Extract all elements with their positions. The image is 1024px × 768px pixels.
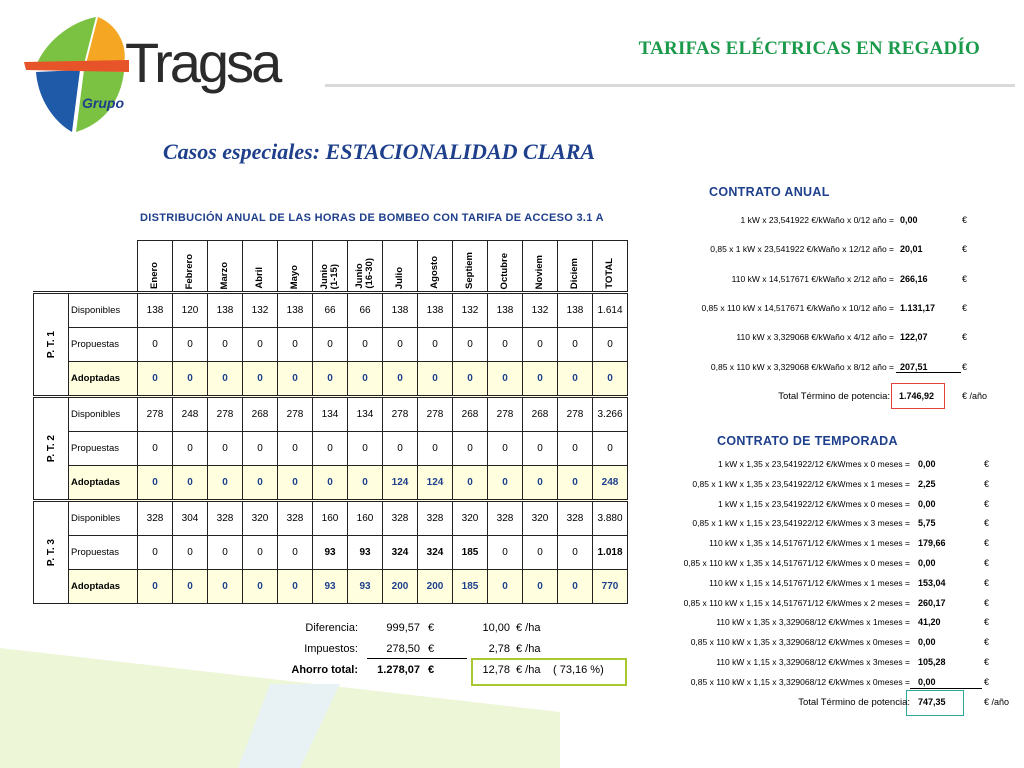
table-cell: 328 <box>488 501 523 536</box>
table-cell: 328 <box>383 501 418 536</box>
table-cell: 0 <box>208 328 243 362</box>
table-cell: 0 <box>278 536 313 570</box>
col-header: Mayo <box>278 241 313 293</box>
table-cell: 278 <box>278 397 313 432</box>
table-cell: 268 <box>453 397 488 432</box>
table-cell: 0 <box>208 536 243 570</box>
anual-line-formula: 0,85 x 1 kW x 23,541922 €/kWaño x 12/12 año = <box>710 244 894 255</box>
table-cell: 0 <box>418 362 453 397</box>
col-header: Noviem <box>523 241 558 293</box>
col-header-total: TOTAL <box>593 241 628 293</box>
table-cell: 304 <box>173 501 208 536</box>
table-cell: 328 <box>418 501 453 536</box>
table-cell: 0 <box>523 536 558 570</box>
table-cell: 278 <box>138 397 173 432</box>
col-header: Abril <box>243 241 278 293</box>
table-cell: 0 <box>243 362 278 397</box>
temporada-line-value: 0,00 <box>918 558 936 568</box>
contrato-anual-title: CONTRATO ANUAL <box>709 185 830 199</box>
anual-line-unit: € <box>962 244 968 255</box>
anual-line-value: 20,01 <box>900 244 923 255</box>
table-cell: 0 <box>453 328 488 362</box>
table-cell: 0 <box>173 570 208 604</box>
temporada-line-value: 0,00 <box>918 637 936 648</box>
table-cell: 0 <box>243 432 278 466</box>
table-cell: 1.018 <box>593 536 628 570</box>
diferencia-unit: € /ha <box>516 622 541 634</box>
temporada-line-unit: € <box>984 657 990 667</box>
diferencia-label: Diferencia: <box>305 622 358 634</box>
table-cell: 0 <box>593 328 628 362</box>
table-cell: 0 <box>488 328 523 362</box>
distribution-table <box>33 240 628 604</box>
table-cell: 770 <box>593 570 628 604</box>
table-cell: 0 <box>453 432 488 466</box>
col-header: Marzo <box>208 241 243 293</box>
table-cell: 0 <box>453 466 488 501</box>
distribution-title: DISTRIBUCIÓN ANUAL DE LAS HORAS DE BOMBEO CON TARIFA DE ACCESO 3.1 A <box>140 212 604 224</box>
col-header: Junio (1-15) <box>313 241 348 293</box>
table-cell: 0 <box>348 362 383 397</box>
table-cell: 320 <box>243 501 278 536</box>
anual-line-unit: € <box>962 215 968 225</box>
impuestos-value: 278,50 <box>386 643 420 655</box>
table-cell: 0 <box>243 328 278 362</box>
temporada-line-unit: € <box>984 577 990 588</box>
temporada-line-value: 0,00 <box>918 459 936 469</box>
row-label: Propuestas <box>69 536 138 570</box>
temporada-line-value: 0,00 <box>918 676 936 687</box>
col-header: Junio (16-30) <box>348 241 383 293</box>
table-cell: 160 <box>313 501 348 536</box>
row-label: Propuestas <box>69 432 138 466</box>
impuestos-currency: € <box>428 643 435 655</box>
table-cell: 134 <box>348 397 383 432</box>
table-cell: 134 <box>313 397 348 432</box>
table-cell: 138 <box>488 293 523 328</box>
table-cell: 0 <box>488 570 523 604</box>
tragsa-logo-icon <box>24 14 134 136</box>
temporada-line-value: 179,66 <box>918 538 946 549</box>
temporada-line-formula: 110 kW x 1,15 x 3,329068/12 €/kWmes x 3meses = <box>716 657 910 667</box>
temporada-total-unit: € /año <box>984 697 1010 707</box>
header-row <box>34 241 628 293</box>
table-cell: 66 <box>348 293 383 328</box>
table-cell: 324 <box>418 536 453 570</box>
table-cell: 0 <box>383 328 418 362</box>
table-cell: 328 <box>138 501 173 536</box>
table-cell: 93 <box>348 570 383 604</box>
table-cell: 324 <box>383 536 418 570</box>
anual-line-formula: 1 kW x 23,541922 €/kWaño x 0/12 año = <box>740 215 894 225</box>
table-cell: 185 <box>453 570 488 604</box>
row-label: Adoptadas <box>69 362 138 397</box>
col-header: Enero <box>138 241 173 293</box>
table-cell: 0 <box>523 362 558 397</box>
anual-line-formula: 110 kW x 3,329068 €/kWaño x 4/12 año = <box>736 332 894 343</box>
table-row <box>34 466 628 501</box>
temporada-line-unit: € <box>984 498 990 509</box>
table-cell: 0 <box>278 362 313 397</box>
table-cell: 0 <box>593 362 628 397</box>
anual-total-unit: € /año <box>962 391 988 401</box>
table-cell: 0 <box>138 570 173 604</box>
table-cell: 0 <box>173 362 208 397</box>
table-cell: 0 <box>243 570 278 604</box>
table-cell: 93 <box>348 536 383 570</box>
table-row <box>34 432 628 466</box>
ahorro-per-ha: 12,78 <box>482 664 510 676</box>
diferencia-value: 999,57 <box>386 622 420 634</box>
table-cell: 0 <box>243 466 278 501</box>
temporada-line-unit: € <box>984 478 990 489</box>
temporada-line-value: 5,75 <box>918 518 936 529</box>
table-cell: 0 <box>278 432 313 466</box>
table-cell: 328 <box>208 501 243 536</box>
temporada-line-formula: 0,85 x 110 kW x 1,35 x 3,329068/12 €/kWmes x 0meses = <box>690 637 910 648</box>
anual-sum-line <box>896 372 961 373</box>
anual-line-unit: € <box>962 273 968 284</box>
table-cell: 0 <box>173 328 208 362</box>
table-cell: 0 <box>558 570 593 604</box>
table-cell: 0 <box>488 432 523 466</box>
table-cell: 0 <box>383 362 418 397</box>
impuestos-label: Impuestos: <box>304 643 358 655</box>
anual-line-unit: € <box>962 361 968 372</box>
table-cell: 124 <box>383 466 418 501</box>
table-cell: 93 <box>313 570 348 604</box>
group-label: P. T. 3 <box>34 501 69 604</box>
table-cell: 0 <box>558 432 593 466</box>
temporada-line-formula: 0,85 x 110 kW x 1,35 x 14,517671/12 €/kWmes x 0 meses = <box>683 558 910 568</box>
temporada-line-formula: 0,85 x 1 kW x 1,35 x 23,541922/12 €/kWmes x 1 meses = <box>692 478 910 489</box>
title-divider <box>325 84 1015 87</box>
temporada-line-formula: 0,85 x 110 kW x 1,15 x 14,517671/12 €/kWmes x 2 meses = <box>683 597 910 608</box>
summary-underline <box>367 658 467 659</box>
table-cell: 0 <box>523 466 558 501</box>
table-cell: 3.266 <box>593 397 628 432</box>
table-cell: 0 <box>418 432 453 466</box>
table-cell: 0 <box>383 432 418 466</box>
table-cell: 0 <box>348 466 383 501</box>
temporada-line-unit: € <box>984 538 990 549</box>
temporada-line-unit: € <box>984 518 990 529</box>
impuestos-per-ha: 2,78 <box>488 643 510 655</box>
col-header: Agosto <box>418 241 453 293</box>
row-label: Adoptadas <box>69 466 138 501</box>
diferencia-per-ha: 10,00 <box>482 622 510 634</box>
table-cell: 120 <box>173 293 208 328</box>
group-label: P. T. 2 <box>34 397 69 501</box>
table-cell: 0 <box>558 328 593 362</box>
table-cell: 0 <box>173 536 208 570</box>
table-cell: 0 <box>138 328 173 362</box>
temporada-line-formula: 110 kW x 1,35 x 14,517671/12 €/kWmes x 1 meses = <box>709 538 910 549</box>
anual-line-value: 1.131,17 <box>900 302 936 313</box>
temporada-line-value: 2,25 <box>918 478 936 489</box>
table-cell: 138 <box>558 293 593 328</box>
temporada-line-value: 41,20 <box>918 617 941 628</box>
anual-line-formula: 0,85 x 110 kW x 14,517671 €/kWaño x 10/12 año = <box>701 302 894 313</box>
brand-group: Grupo <box>82 95 124 111</box>
table-cell: 0 <box>278 328 313 362</box>
table-cell: 278 <box>558 397 593 432</box>
group-label: P. T. 1 <box>34 293 69 397</box>
table-cell: 0 <box>593 432 628 466</box>
table-cell: 0 <box>558 536 593 570</box>
anual-line-value: 266,16 <box>900 273 928 284</box>
anual-line-unit: € <box>962 332 968 343</box>
row-label: Propuestas <box>69 328 138 362</box>
table-row <box>34 328 628 362</box>
table-cell: 200 <box>418 570 453 604</box>
table-cell: 93 <box>313 536 348 570</box>
table-cell: 0 <box>208 432 243 466</box>
impuestos-unit: € /ha <box>516 643 541 655</box>
row-label: Disponibles <box>69 293 138 328</box>
table-cell: 278 <box>208 397 243 432</box>
table-cell: 0 <box>348 432 383 466</box>
table-cell: 268 <box>243 397 278 432</box>
ahorro-value: 1.278,07 <box>377 664 420 676</box>
temporada-line-unit: € <box>984 617 990 628</box>
table-cell: 0 <box>138 466 173 501</box>
slide-title: TARIFAS ELÉCTRICAS EN REGADÍO <box>638 38 980 59</box>
temporada-line-value: 0,00 <box>918 498 936 509</box>
anual-line-formula: 0,85 x 110 kW x 3,329068 €/kWaño x 8/12 año = <box>710 361 894 372</box>
table-cell: 0 <box>173 432 208 466</box>
temporada-line-unit: € <box>984 637 990 648</box>
table-cell: 138 <box>383 293 418 328</box>
temporada-line-value: 260,17 <box>918 597 946 608</box>
table-cell: 320 <box>523 501 558 536</box>
anual-line-value: 0,00 <box>900 215 918 225</box>
table-cell: 200 <box>383 570 418 604</box>
table-row <box>34 501 628 536</box>
anual-line-unit: € <box>962 302 968 313</box>
temporada-line-unit: € <box>984 597 990 608</box>
table-cell: 132 <box>453 293 488 328</box>
temporada-line-formula: 110 kW x 1,35 x 3,329068/12 €/kWmes x 1meses = <box>716 617 910 628</box>
table-cell: 0 <box>558 362 593 397</box>
row-label: Disponibles <box>69 501 138 536</box>
table-cell: 328 <box>558 501 593 536</box>
temporada-line-unit: € <box>984 676 990 687</box>
table-cell: 0 <box>278 466 313 501</box>
table-cell: 138 <box>208 293 243 328</box>
ahorro-currency: € <box>428 664 435 676</box>
ahorro-label: Ahorro total: <box>291 664 358 676</box>
temporada-line-value: 153,04 <box>918 577 946 588</box>
table-cell: 138 <box>278 293 313 328</box>
table-cell: 0 <box>208 570 243 604</box>
anual-total-label: Total Término de potencia: <box>778 391 890 402</box>
table-cell: 160 <box>348 501 383 536</box>
table-cell: 138 <box>418 293 453 328</box>
table-cell: 278 <box>488 397 523 432</box>
table-cell: 0 <box>313 362 348 397</box>
col-header: Febrero <box>173 241 208 293</box>
table-cell: 0 <box>523 570 558 604</box>
table-cell: 248 <box>173 397 208 432</box>
diferencia-currency: € <box>428 622 435 634</box>
table-cell: 0 <box>523 432 558 466</box>
ahorro-percent: ( 73,16 %) <box>553 664 604 676</box>
table-cell: 328 <box>278 501 313 536</box>
table-row <box>34 293 628 328</box>
table-cell: 0 <box>278 570 313 604</box>
table-row <box>34 397 628 432</box>
table-cell: 0 <box>208 466 243 501</box>
table-cell: 0 <box>313 466 348 501</box>
table-cell: 0 <box>173 466 208 501</box>
table-cell: 132 <box>523 293 558 328</box>
col-header: Septiem <box>453 241 488 293</box>
temporada-line-formula: 0,85 x 1 kW x 1,15 x 23,541922/12 €/kWmes x 3 meses = <box>692 518 910 529</box>
col-header: Diciem <box>558 241 593 293</box>
table-cell: 0 <box>488 362 523 397</box>
table-cell: 3.880 <box>593 501 628 536</box>
contrato-temporada-title: CONTRATO DE TEMPORADA <box>717 434 898 448</box>
table-cell: 0 <box>208 362 243 397</box>
temporada-line-formula: 110 kW x 1,15 x 14,517671/12 €/kWmes x 1 meses = <box>709 577 910 588</box>
table-cell: 0 <box>243 536 278 570</box>
temporada-total-value: 747,35 <box>918 697 946 707</box>
col-header: Octubre <box>488 241 523 293</box>
subtitle: Casos especiales: ESTACIONALIDAD CLARA <box>163 139 596 164</box>
table-cell: 0 <box>453 362 488 397</box>
row-label: Adoptadas <box>69 570 138 604</box>
table-cell: 0 <box>138 362 173 397</box>
temporada-line-formula: 0,85 x 110 kW x 1,15 x 3,329068/12 €/kWmes x 0meses = <box>690 676 910 687</box>
temporada-sum-line <box>910 688 982 689</box>
table-row <box>34 536 628 570</box>
anual-total-value: 1.746,92 <box>899 391 935 401</box>
col-header: Julio <box>383 241 418 293</box>
ahorro-unit: € /ha <box>516 664 541 676</box>
anual-line-value: 122,07 <box>900 332 928 343</box>
table-cell: 248 <box>593 466 628 501</box>
table-cell: 0 <box>488 536 523 570</box>
table-row <box>34 570 628 604</box>
table-cell: 320 <box>453 501 488 536</box>
table-cell: 0 <box>138 536 173 570</box>
table-cell: 0 <box>523 328 558 362</box>
anual-line-value: 207,51 <box>900 361 928 372</box>
table-cell: 278 <box>418 397 453 432</box>
temporada-total-label: Total Término de potencia: <box>798 697 910 708</box>
table-cell: 0 <box>418 328 453 362</box>
temporada-line-unit: € <box>984 558 990 568</box>
table-cell: 0 <box>313 328 348 362</box>
table-cell: 1.614 <box>593 293 628 328</box>
table-cell: 124 <box>418 466 453 501</box>
table-cell: 0 <box>313 432 348 466</box>
table-cell: 138 <box>138 293 173 328</box>
table-cell: 278 <box>383 397 418 432</box>
table-row <box>34 362 628 397</box>
table-cell: 268 <box>523 397 558 432</box>
table-cell: 0 <box>138 432 173 466</box>
table-cell: 185 <box>453 536 488 570</box>
temporada-line-unit: € <box>984 459 990 469</box>
temporada-line-formula: 1 kW x 1,15 x 23,541922/12 €/kWmes x 0 meses = <box>717 498 910 509</box>
row-label: Disponibles <box>69 397 138 432</box>
table-cell: 0 <box>348 328 383 362</box>
table-cell: 0 <box>488 466 523 501</box>
table-cell: 0 <box>558 466 593 501</box>
table-cell: 66 <box>313 293 348 328</box>
temporada-line-value: 105,28 <box>918 657 946 667</box>
brand-name: Tragsa <box>125 31 280 94</box>
temporada-line-formula: 1 kW x 1,35 x 23,541922/12 €/kWmes x 0 meses = <box>717 459 910 469</box>
anual-line-formula: 110 kW x 14,517671 €/kWaño x 2/12 año = <box>731 273 894 284</box>
table-cell: 132 <box>243 293 278 328</box>
